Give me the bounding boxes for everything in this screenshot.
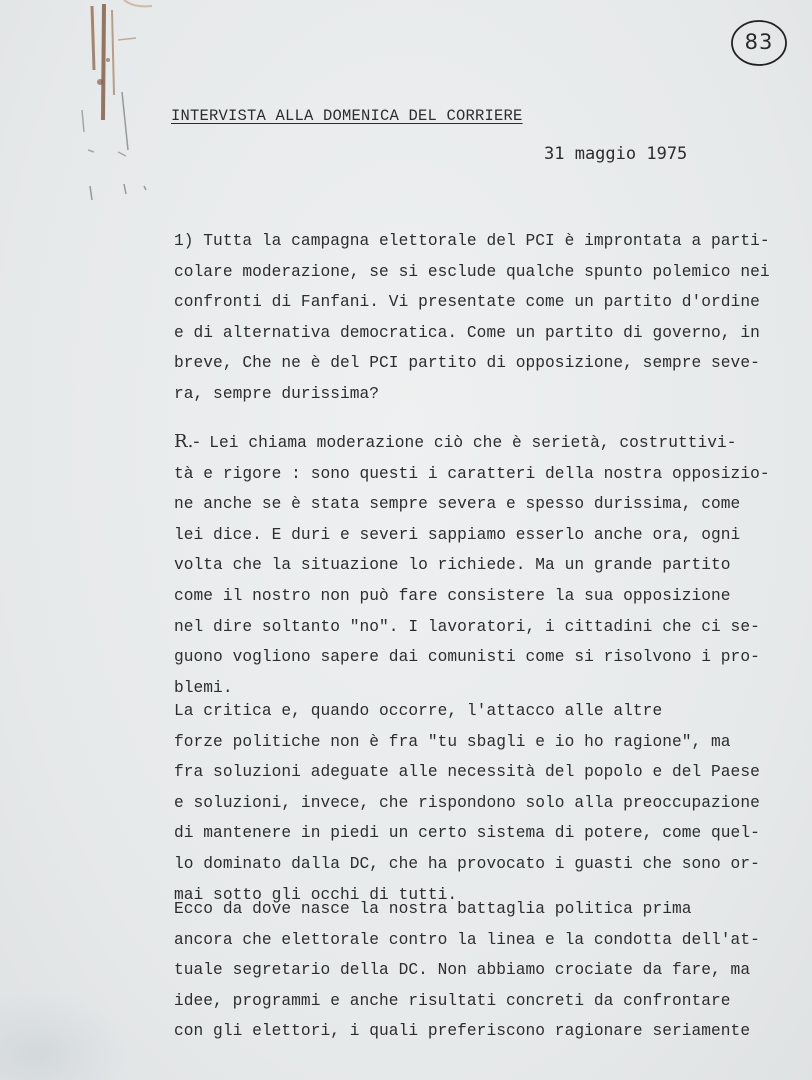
answer-paragraph-3: Ecco da dove nasce la nostra battaglia politica prima ancora che elettorale contro la linea e la condotta dell'at- tuale segretario della DC. Non abbiamo crociate da fare, ma idee, programmi e anche risultati concreti da confrontare con gli elettori, i quali preferiscono ragionare seriamente bbox=[174, 900, 760, 1041]
document-date: 31 maggio 1975 bbox=[544, 144, 688, 164]
document-heading: INTERVISTA ALLA DOMENICA DEL CORRIERE bbox=[171, 107, 523, 125]
answer-marker: R.- bbox=[174, 431, 200, 452]
watermark-stain bbox=[0, 990, 130, 1080]
folio-number: 83 bbox=[744, 30, 774, 54]
question-paragraph: 1) Tutta la campagna elettorale del PCI è improntata a parti- colare moderazione, se si esclude qualche spunto polemico nei confronti di Fanfani. Vi presentate come un partito d'ordine e di alternativa democratica. Come un partito di governo, in breve, Che ne è del PCI partito di opposizione, sempre seve- ra, sempre durissima? bbox=[174, 232, 770, 403]
answer-paragraph-1-text: Lei chiama moderazione ciò che è serietà, costruttivi- tà e rigore : sono questi i caratteri della nostra opposizio- ne anche se è stata sempre severa e spesso durissima, come lei dice. E duri e severi sappiamo esserlo anche ora, ogni volta che la situazione lo richiede. Ma un grande partito come il nostro non può fare consistere la sua opposizione nel dire soltanto "no". I lavoratori, i cittadini che ci se- guono vogliono sapere dai comunisti come si risolvono i pro- blemi. bbox=[174, 434, 770, 697]
answer-paragraph-1 bbox=[174, 427, 794, 703]
staple-rust-marks bbox=[78, 0, 168, 210]
answer-paragraph-2: La critica e, quando occorre, l'attacco alle altre forze politiche non è fra "tu sbagli e io ho ragione", ma fra soluzioni adeguate alle necessità del popolo e del Paese e soluzioni, invece, che rispondono solo alla preoccupazione di mantenere in piedi un certo sistema di potere, come quel- lo dominato dalla DC, che ha provocato i guasti che sono or- mai sotto gli occhi di tutti. bbox=[174, 702, 760, 904]
